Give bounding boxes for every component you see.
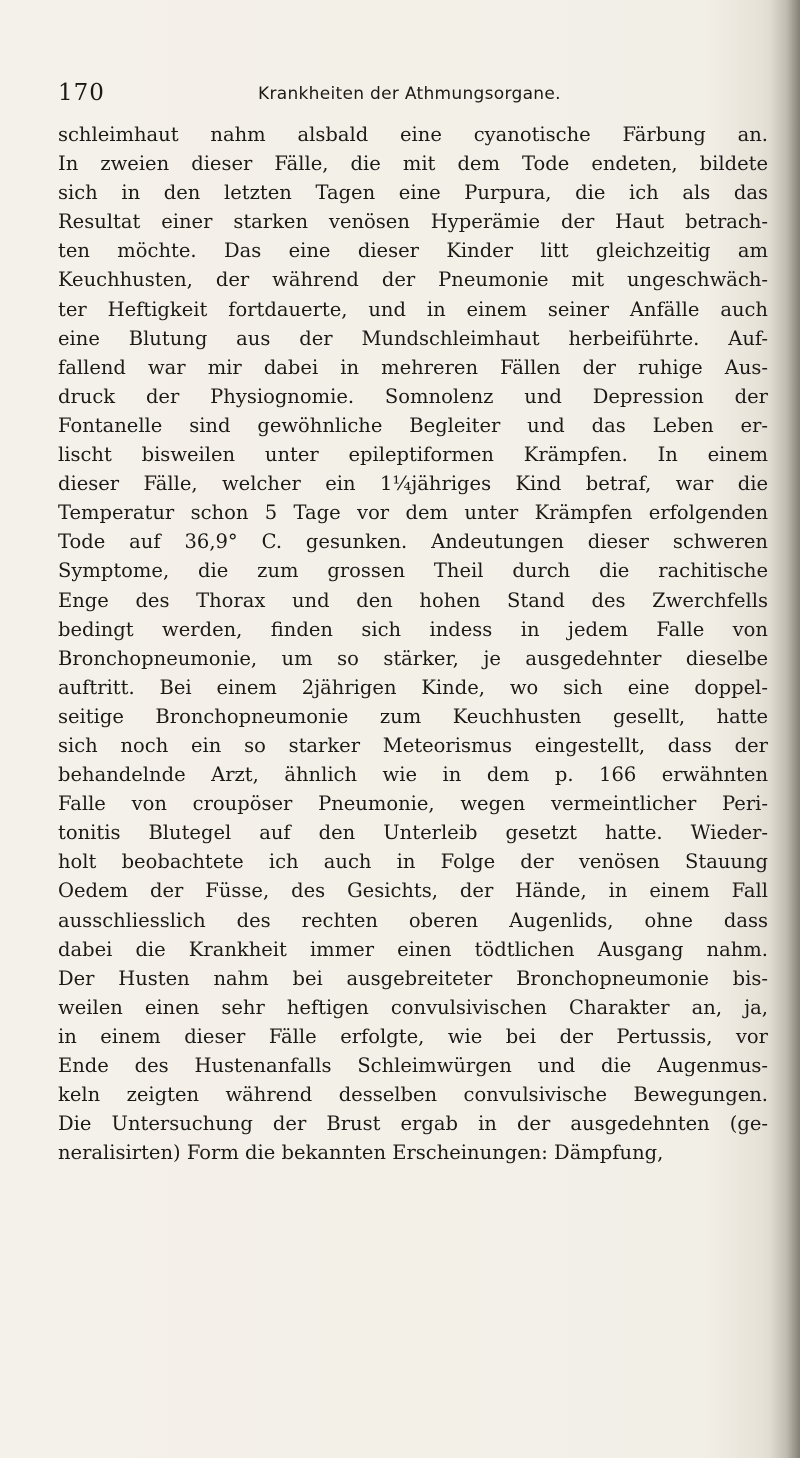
text-line: dieser Fälle, welcher ein 1¼jähriges Kind betraf, war die [58, 472, 768, 496]
text-line: seitige Bronchopneumonie zum Keuchhusten gesellt, hatte [58, 704, 768, 728]
text-line: schleimhaut nahm alsbald eine cyanotische Färbung an. [58, 123, 768, 146]
text-line: Keuchhusten, der während der Pneumonie mit ungeschwäch- [58, 268, 768, 292]
text-line: ausschliesslich des rechten oberen Augenlids, ohne dass [58, 908, 768, 932]
text-line: Der Husten nahm bei ausgebreiteter Bronchopneumonie bis- [58, 966, 768, 990]
text-line: bedingt werden, finden sich indess in jedem Falle von [58, 617, 768, 641]
text-line: eine Blutung aus der Mundschleimhaut herbeiführte. Auf- [58, 326, 768, 350]
text-line: Symptome, die zum grossen Theil durch die rachitische [58, 559, 768, 583]
text-line: weilen einen sehr heftigen convulsivischen Charakter an, ja, [58, 995, 768, 1019]
body-text [58, 120, 768, 1167]
text-line: sich noch ein so starker Meteorismus eingestellt, dass der [58, 733, 768, 757]
text-line: behandelnde Arzt, ähnlich wie in dem p. 166 erwähnten [58, 763, 768, 787]
text-line: sich in den letzten Tagen eine Purpura, die ich als das [58, 181, 768, 205]
text-line: Falle von croupöser Pneumonie, wegen vermeintlicher Peri- [58, 792, 768, 816]
text-line: in einem dieser Fälle erfolgte, wie bei der Pertussis, vor [58, 1024, 768, 1048]
text-line: Tode auf 36,9° C. gesunken. Andeutungen dieser schweren [58, 530, 768, 554]
text-line: Fontanelle sind gewöhnliche Begleiter und das Leben er- [58, 413, 768, 437]
text-line: fallend war mir dabei in mehreren Fällen der ruhige Aus- [58, 355, 768, 379]
running-head: Krankheiten der Athmungsorgane. [258, 84, 561, 104]
page-number: 170 [58, 80, 105, 106]
text-line: dabei die Krankheit immer einen tödtlichen Ausgang nahm. [58, 937, 768, 961]
page-header [58, 80, 758, 110]
text-line: Temperatur schon 5 Tage vor dem unter Krämpfen erfolgenden [58, 501, 768, 525]
text-line: Oedem der Füsse, des Gesichts, der Hände, in einem Fall [58, 879, 768, 903]
text-line: Ende des Hustenanfalls Schleimwürgen und die Augenmus- [58, 1054, 768, 1077]
text-line: auftritt. Bei einem 2jährigen Kinde, wo sich eine doppel- [58, 675, 768, 699]
text-line: ter Heftigkeit fortdauerte, und in einem seiner Anfälle auch [58, 297, 768, 321]
text-line: tonitis Blutegel auf den Unterleib gesetzt hatte. Wieder- [58, 821, 768, 845]
text-line: Enge des Thorax und den hohen Stand des Zwerchfells [58, 588, 768, 612]
text-line: In zweien dieser Fälle, die mit dem Tode endeten, bildete [58, 152, 768, 176]
text-line: ten möchte. Das eine dieser Kinder litt gleichzeitig am [58, 239, 768, 263]
text-line: lischt bisweilen unter epileptiformen Krämpfen. In einem [58, 443, 768, 467]
text-line: holt beobachtete ich auch in Folge der venösen Stauung [58, 850, 768, 874]
text-line: Bronchopneumonie, um so stärker, je ausgedehnter dieselbe [58, 646, 768, 670]
text-line: Resultat einer starken venösen Hyperämie der Haut betrach- [58, 210, 768, 234]
page-binding-shadow [770, 0, 800, 1458]
text-line: neralisirten) Form die bekannten Erscheinungen: Dämpfung, [58, 1141, 664, 1165]
text-line: Die Untersuchung der Brust ergab in der ausgedehnten (ge- [58, 1112, 768, 1136]
text-line: keln zeigten während desselben convulsivische Bewegungen. [58, 1083, 768, 1107]
text-line: druck der Physiognomie. Somnolenz und Depression der [58, 384, 768, 408]
